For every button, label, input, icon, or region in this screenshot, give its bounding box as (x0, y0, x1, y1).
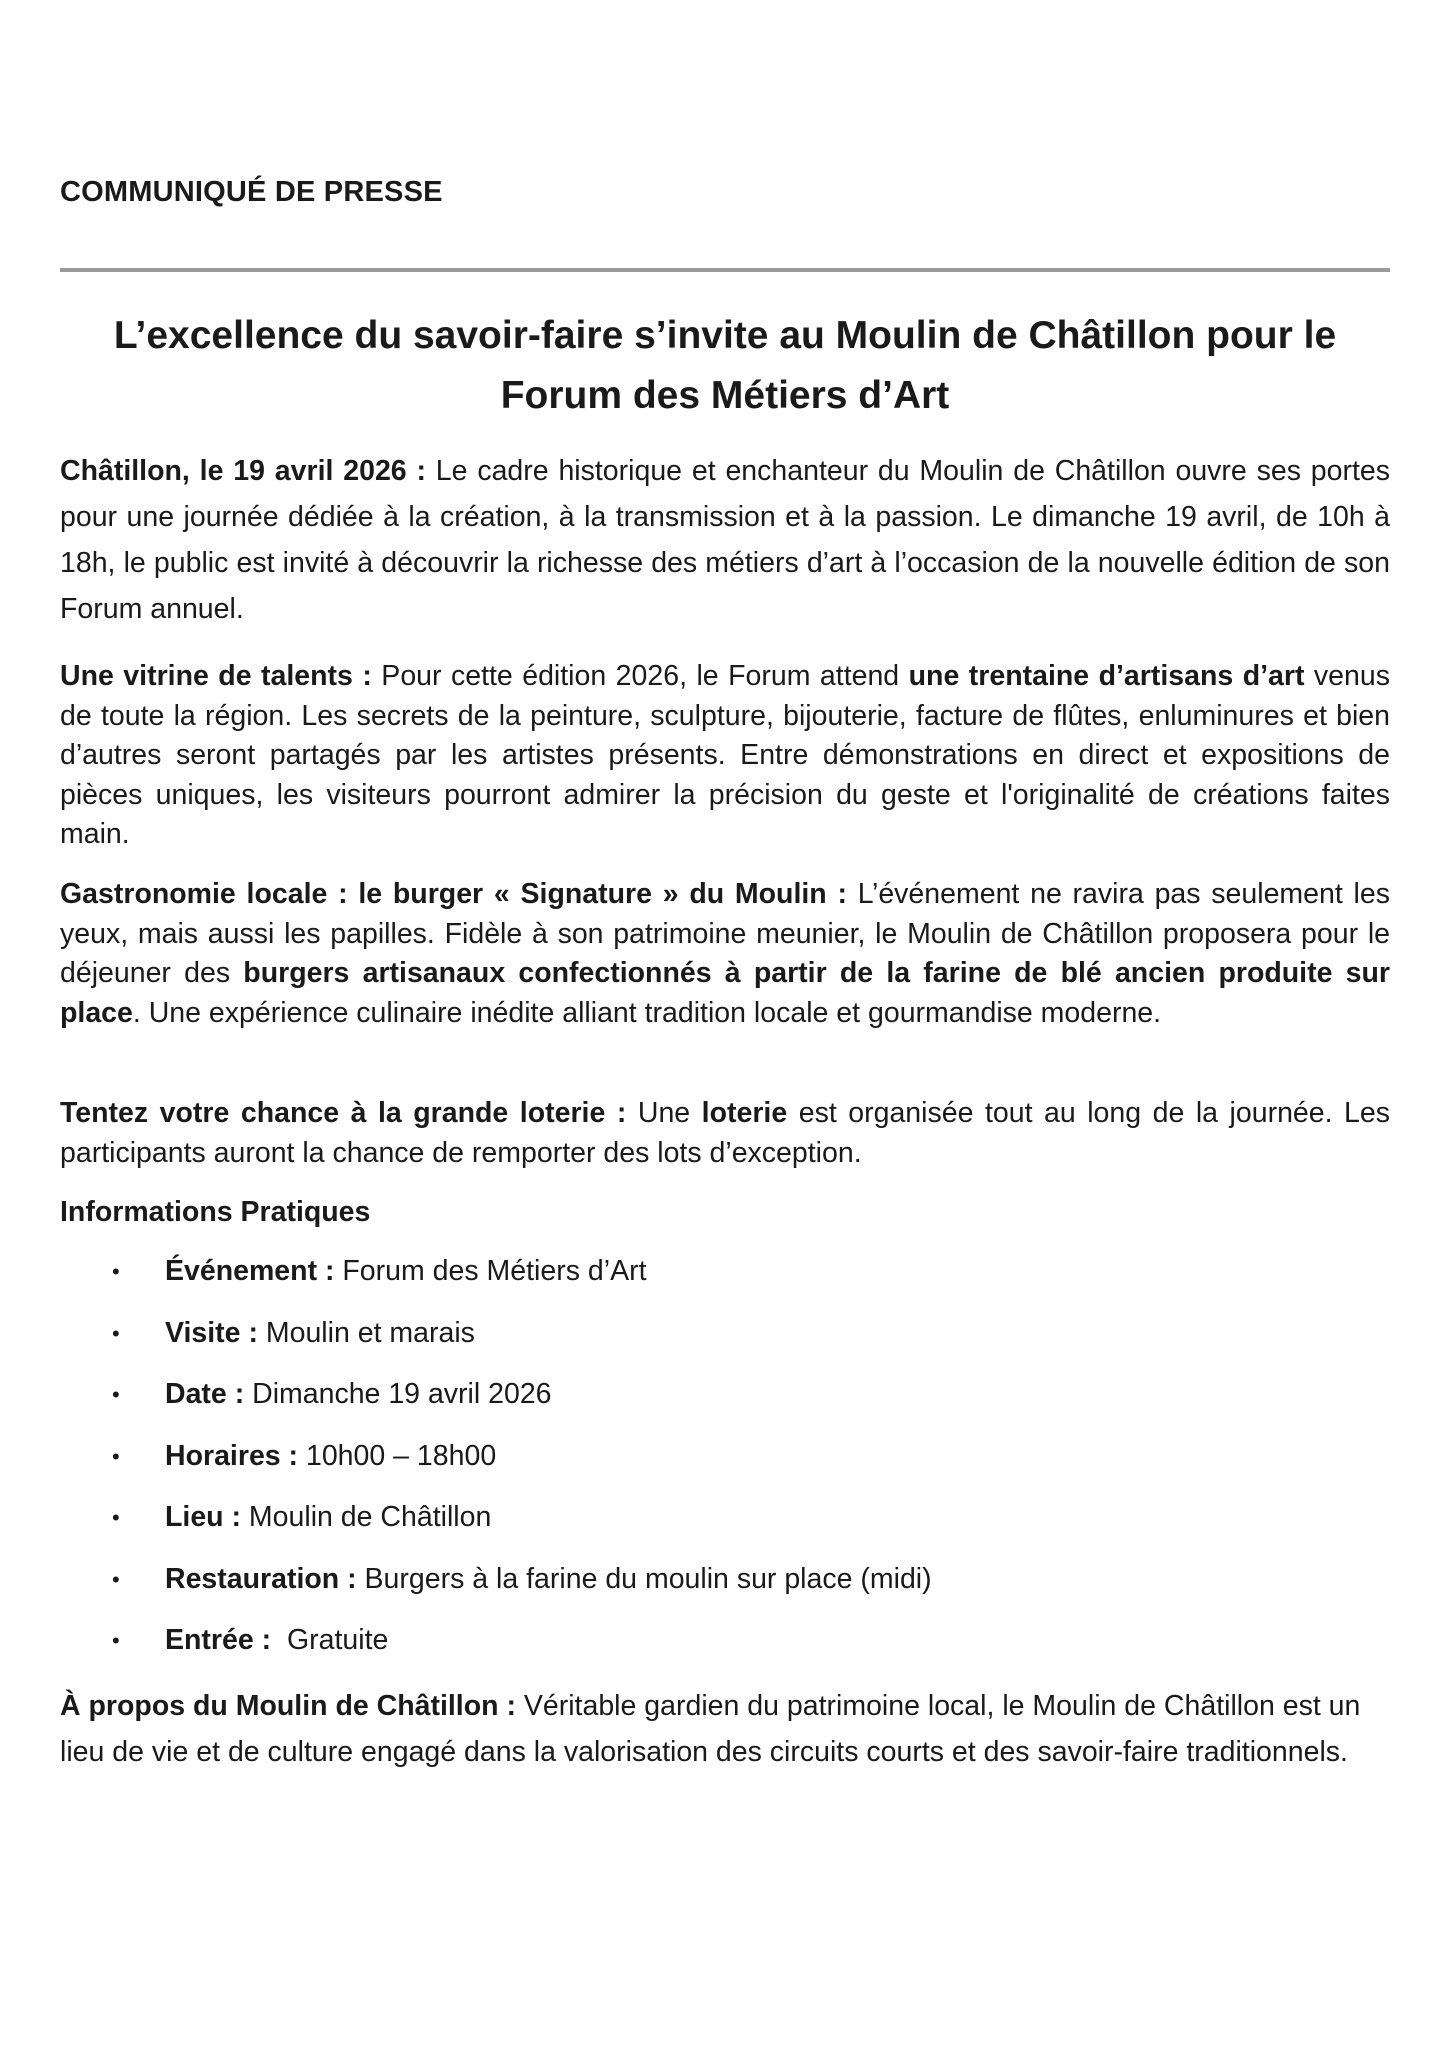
bullet-icon: • (112, 1566, 120, 1592)
talents-lead: Une vitrine de talents : (60, 660, 372, 692)
info-heading: Informations Pratiques (60, 1196, 371, 1228)
info-label: Date : (165, 1378, 245, 1410)
info-label: Visite : (165, 1316, 258, 1349)
loterie-text-a: Une (626, 1097, 702, 1129)
apropos-lead: À propos du Moulin de Châtillon : (60, 1690, 516, 1722)
bullet-icon: • (112, 1320, 120, 1346)
info-list (60, 1252, 932, 1683)
info-value: Burgers à la farine du moulin sur place (midi) (356, 1562, 932, 1595)
info-label: Lieu : (165, 1501, 241, 1533)
list-item (60, 1252, 932, 1314)
document-type-label: COMMUNIQUÉ DE PRESSE (60, 176, 443, 208)
list-item (60, 1437, 932, 1499)
info-value: Moulin et marais (257, 1316, 475, 1349)
headline-line-1: L’excellence du savoir-faire s’invite au Moulin de Châtillon pour le (113, 314, 1337, 357)
headline (60, 306, 1390, 426)
info-label: Entrée : (165, 1624, 272, 1656)
apropos-paragraph (60, 1683, 1390, 1775)
headline-line-2: Forum des Métiers d’Art (500, 374, 950, 417)
bullet-icon: • (112, 1628, 120, 1653)
talents-text-a: Pour cette édition 2026, le Forum attend (371, 660, 909, 692)
intro-paragraph (60, 448, 1390, 632)
info-value: Moulin de Châtillon (241, 1501, 492, 1533)
list-item (60, 1375, 932, 1437)
info-label: Horaires : (165, 1439, 299, 1472)
list-item (60, 1498, 932, 1560)
list-item (60, 1560, 932, 1622)
intro-dateline: Châtillon, le 19 avril 2026 : (60, 455, 426, 487)
header-divider (60, 268, 1390, 272)
loterie-highlight: loterie (701, 1097, 788, 1129)
loterie-lead: Tentez votre chance à la grande loterie : (60, 1097, 627, 1129)
info-value: Gratuite (271, 1624, 389, 1656)
bullet-icon: • (112, 1259, 120, 1284)
apropos-text: Véritable gardien du patrimoine local, le Moulin de Châtillon est un lieu de vie et de culture engagé dans la valorisation des circuits courts et des savoir-faire traditionnels. (60, 1690, 1361, 1768)
gastronomie-paragraph (60, 875, 1390, 1033)
bullet-icon: • (112, 1443, 120, 1469)
gastronomie-highlight: burgers artisanaux confectionnés à partir de la farine de blé ancien produite sur place (60, 957, 1390, 1029)
info-value: Forum des Métiers d’Art (334, 1255, 647, 1287)
gastronomie-text-b: . Une expérience culinaire inédite alliant tradition locale et gourmandise moderne. (132, 996, 1162, 1029)
info-value: Dimanche 19 avril 2026 (244, 1378, 552, 1410)
gastronomie-lead: Gastronomie locale : le burger « Signature » du Moulin : (60, 878, 847, 910)
bullet-icon: • (112, 1382, 120, 1407)
list-item (60, 1314, 932, 1376)
intro-text: Le cadre historique et enchanteur du Moulin de Châtillon ouvre ses portes pour une journée dédiée à la création, à la transmission et à la passion. Le dimanche 19 avril, de 10h à 18h, le public est invité à découvrir la richesse des métiers d’art à l’occasion de la nouvelle édition de son Forum annuel. (60, 455, 1390, 625)
list-item (60, 1621, 932, 1683)
loterie-text-b: est organisée tout au long de la journée. Les participants auront la chance de remporter des lots d’exception. (60, 1097, 1391, 1169)
info-value: 10h00 – 18h00 (298, 1439, 497, 1472)
talents-paragraph (60, 657, 1390, 855)
loterie-paragraph (60, 1094, 1390, 1173)
talents-highlight: une trentaine d’artisans d’art (908, 660, 1305, 692)
gastronomie-text-a: L’événement ne ravira pas seulement les yeux, mais aussi les papilles. Fidèle à son patrimoine meunier, le Moulin de Châtillon proposera pour le déjeuner des (60, 878, 1390, 989)
talents-text-b: venus de toute la région. Les secrets de la peinture, sculpture, bijouterie, facture de flûtes, enluminures et bien d’autres seront partagés par les artistes présents. Entre démonstrations en direct et expositions de pièces uniques, les visiteurs pourront admirer la précision du geste et l'originalité de créations faites main. (60, 660, 1390, 850)
info-label: Restauration : (165, 1562, 357, 1595)
bullet-icon: • (112, 1505, 120, 1530)
info-label: Événement : (165, 1255, 335, 1287)
